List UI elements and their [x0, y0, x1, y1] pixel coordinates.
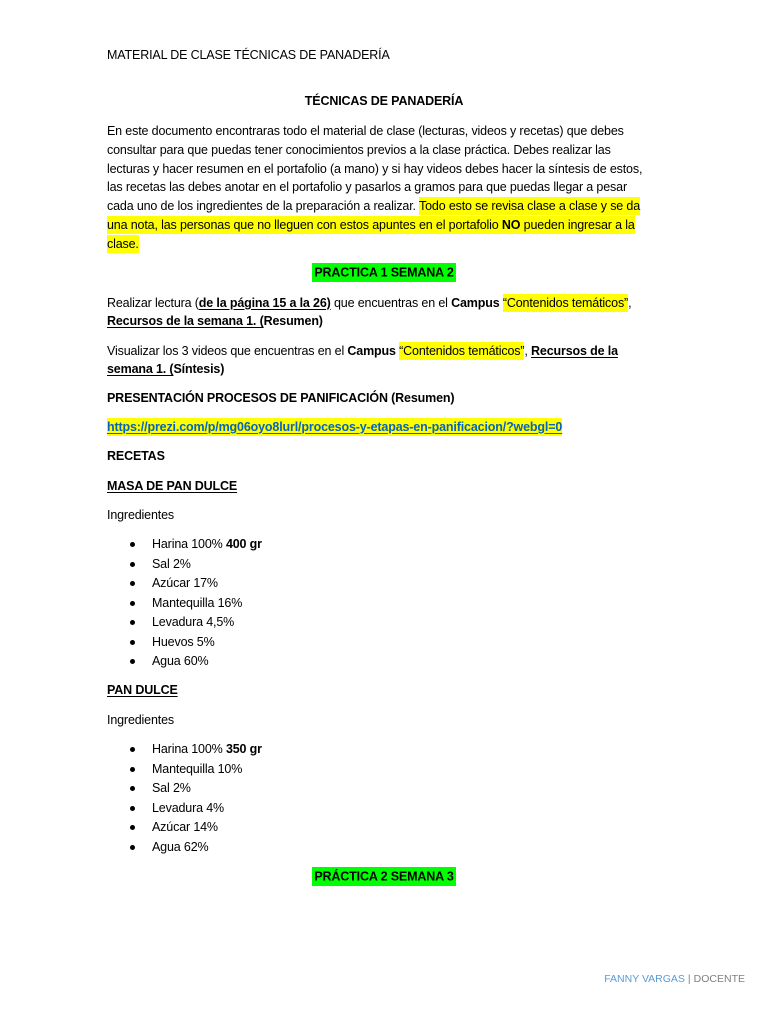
ingredients-list [107, 535, 262, 672]
presentacion-link[interactable]: https://prezi.com/p/mg06oyo8lurl/procesos-y-etapas-en-panificacion/?webgl=0 [107, 419, 563, 434]
resumen-label: Resumen) [263, 314, 323, 329]
ingredient-text: Huevos 5% [152, 634, 215, 649]
bullet-icon [130, 747, 135, 752]
ingredient-text: Harina 100% [152, 537, 226, 551]
intro-line [107, 160, 642, 179]
intro-text: consultar para que puedas tener conocimientos previos a la clase práctica. Debes realizar las [107, 142, 611, 157]
ingredient-text: Mantequilla 10% [152, 761, 243, 776]
intro-text: cada uno de los ingredientes de la preparación a realizar. [107, 199, 419, 214]
bullet-icon [130, 581, 135, 586]
ingredient-text: Sal 2% [152, 781, 191, 795]
intro-highlight: una nota, las personas que no lleguen con estos apuntes en el portafolio [107, 217, 502, 232]
bullet-icon [130, 620, 135, 625]
intro-highlight-no: NO [501, 217, 521, 232]
ingredient-item [107, 613, 262, 633]
bullet-icon [130, 767, 135, 772]
ingredient-item [107, 594, 262, 614]
intro-line [107, 122, 642, 141]
footer-author-role: DOCENTE [693, 973, 745, 985]
ingredient-text: Levadura 4% [152, 800, 225, 815]
recursos-semana-label: Recursos de la [531, 343, 618, 358]
recipe-title: PAN DULCE [107, 683, 178, 697]
ingredient-item [107, 799, 262, 819]
intro-highlight: pueden ingresar a la [520, 217, 635, 232]
ingredient-item [107, 838, 262, 858]
videos-paragraph [107, 342, 618, 380]
videos-text: , [524, 343, 532, 358]
ingredient-item [107, 760, 262, 780]
intro-paragraph [107, 122, 642, 254]
intro-line [107, 235, 642, 254]
ingredient-text: Azúcar 17% [152, 576, 218, 590]
presentacion-link-row [107, 418, 562, 437]
bullet-icon [130, 640, 135, 645]
videos-text: Visualizar los 3 videos que encuentras en el [107, 343, 348, 358]
ingredient-item [107, 555, 262, 575]
campus-label: Campus [347, 343, 400, 358]
lectura-line [107, 294, 631, 313]
contenidos-tematicos-label: “Contenidos temáticos” [399, 343, 525, 358]
ingredient-item [107, 535, 262, 555]
practica-2-heading-row [0, 868, 768, 887]
ingredient-item [107, 652, 262, 672]
contenidos-tematicos-label: “Contenidos temáticos” [502, 295, 629, 310]
footer-author-name: FANNY VARGAS [604, 973, 685, 985]
videos-line [107, 360, 618, 379]
ingredient-text: Azúcar 14% [152, 820, 218, 834]
bullet-icon [130, 786, 135, 791]
ingredient-text: Levadura 4,5% [152, 615, 235, 629]
bullet-icon [130, 562, 135, 567]
intro-line [107, 178, 642, 197]
recursos-semana-label: semana 1. ( [107, 362, 174, 377]
intro-text: lecturas y hacer resumen en el portafolio (a mano) y si hay videos debes hacer la síntesis de estos, [107, 161, 643, 176]
ingredient-text: Sal 2% [152, 556, 191, 571]
intro-line [107, 197, 642, 216]
intro-line [107, 141, 642, 160]
ingredient-item [107, 779, 262, 799]
intro-highlight: clase. [107, 236, 139, 251]
page-footer [604, 970, 745, 988]
ingredient-text: Agua 60% [152, 654, 209, 668]
ingredient-item [107, 740, 262, 760]
lectura-paragraph [107, 294, 631, 332]
recursos-semana-label: Recursos de la semana 1. ( [107, 314, 264, 329]
intro-highlight: Todo esto se revisa clase a clase y se da [418, 199, 641, 214]
footer-separator: | [687, 973, 691, 985]
bullet-icon [130, 659, 135, 664]
presentacion-heading: PRESENTACIÓN PROCESOS DE PANIFICACIÓN (Resumen) [107, 390, 455, 405]
ingredient-item [107, 818, 262, 838]
bullet-icon [130, 806, 135, 811]
ingredient-text: Mantequilla 16% [152, 595, 243, 610]
bullet-icon [130, 825, 135, 830]
ingredient-item [107, 633, 262, 653]
lectura-line [107, 312, 631, 331]
lectura-text: que encuentras en el [330, 295, 452, 310]
ingredient-text: Agua 62% [152, 839, 209, 854]
ingredient-amount: 400 gr [225, 537, 262, 551]
sintesis-label: Síntesis) [173, 362, 225, 377]
ingredient-item [107, 574, 262, 594]
lectura-text: , [628, 295, 632, 310]
document-title: TÉCNICAS DE PANADERÍA [304, 93, 464, 108]
ingredients-label: Ingredientes [107, 507, 174, 522]
bullet-icon [130, 845, 135, 850]
ingredients-label: Ingredientes [107, 712, 174, 727]
lectura-pages: de la página 15 a la 26) [198, 295, 331, 310]
ingredient-text: Harina 100% [152, 742, 226, 756]
videos-line [107, 342, 618, 361]
running-header: MATERIAL DE CLASE TÉCNICAS DE PANADERÍA [107, 48, 390, 62]
practica-1-heading: PRACTICA 1 SEMANA 2 [312, 263, 455, 282]
practica-2-heading: PRÁCTICA 2 SEMANA 3 [312, 867, 455, 886]
campus-label: Campus [451, 295, 503, 310]
bullet-icon [130, 601, 135, 606]
ingredient-amount: 350 gr [225, 742, 262, 756]
intro-text: En este documento encontraras todo el material de clase (lecturas, videos y recetas) que debes [107, 124, 624, 138]
ingredients-list [107, 740, 262, 857]
intro-line [107, 216, 642, 235]
practica-1-heading-row [0, 264, 768, 283]
recipe-title: MASA DE PAN DULCE [107, 478, 238, 493]
bullet-icon [130, 542, 135, 547]
intro-text: las recetas las debes anotar en el portafolio y pasarlos a gramos para que puedas llegar a pesar [107, 180, 627, 195]
recetas-heading: RECETAS [107, 448, 165, 463]
lectura-text: Realizar lectura ( [107, 295, 199, 310]
